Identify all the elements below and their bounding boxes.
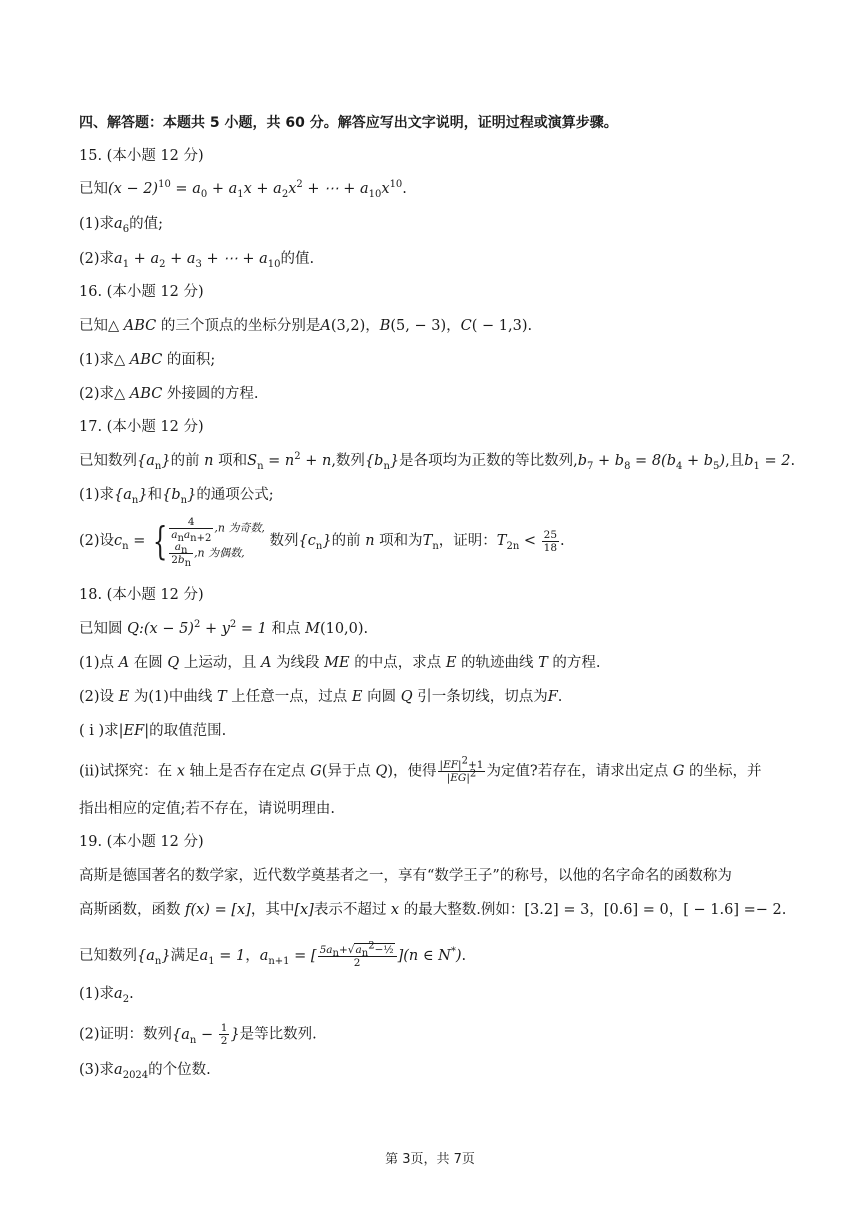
- problem-17-part-1: (1)求$\{a_n\}$和$\{b_n\}$的通项公式;: [79, 487, 274, 506]
- problem-16-part-2: (2)求△ ABC 外接圆的方程.: [79, 386, 259, 402]
- problem-15-part-2: (2)求$a_1 + a_2 + a_3$ + ⋯ + $a_{10}$的值.: [79, 251, 315, 270]
- problem-16-part-1: (1)求△ ABC 的面积;: [79, 352, 216, 368]
- problem-19-intro-1: 高斯是德国著名的数学家，近代数学奠基者之一，享有“数学王子”的称号，以他的名字命名的函数称为: [79, 868, 732, 884]
- problem-18-header: 18. (本小题 12 分): [79, 587, 204, 603]
- problem-19-part-2: (2)证明：数列{$a_n$ − $\frac{1}{2}$ }是等比数列.: [79, 1022, 317, 1047]
- problem-19-part-3: (3)求$a_{2024}$的个位数.: [79, 1062, 211, 1081]
- problem-19-intro-2: 高斯函数，函数 f(x) = [x]，其中[x]表示不超过 x 的最大整数.例如：[3.2] = 3，[0.6] = 0，[ − 1.6] =− 2.: [79, 902, 787, 918]
- problem-18-part-2: (2)设 E 为(1)中曲线 T 上任意一点，过点 E 向圆 Q 引一条切线，切点为F.: [79, 689, 563, 705]
- problem-18-stem: 已知圆 Q:(x − $5)^2 + y^2 = 1$ 和点 M(10,0).: [79, 619, 369, 637]
- problem-19-part-1: (1)求$a_2$.: [79, 986, 134, 1005]
- problem-18-sub-1: ( i )求|EF|的取值范围.: [79, 723, 227, 739]
- problem-15-header: 15. (本小题 12 分): [79, 148, 204, 164]
- problem-19-header: 19. (本小题 12 分): [79, 834, 204, 850]
- problem-18-sub-2-cont: 指出相应的定值;若不存在，请说明理由.: [79, 801, 335, 817]
- problem-15-stem: 已知$(x - 2)^{10} = a_0 + a_1x + a_2x^2$ + ⋯ + $a_{10}x^{10}$.: [79, 179, 407, 200]
- section-heading: 四、解答题：本题共 5 小题，共 60 分。解答应写出文字说明，证明过程或演算步骤。: [79, 115, 618, 131]
- problem-18-part-1: (1)点 A 在圆 Q 上运动，且 A 为线段 ME 的中点，求点 E 的轨迹曲线 T 的方程.: [79, 655, 601, 671]
- problem-16-header: 16. (本小题 12 分): [79, 284, 204, 300]
- page-footer: 第 3页，共 7页: [385, 1152, 475, 1167]
- problem-17-stem: 已知数列$\{a_n\}$的前 n 项和$S_n = n^2 + n$,数列$\{b_n\}$是各项均为正数的等比数列$,b_7 + b_8 = 8(b_4 + b_5)$,且$b_1 = 2$.: [79, 451, 796, 472]
- cases-brace: {: [152, 519, 168, 563]
- problem-17-header: 17. (本小题 12 分): [79, 419, 204, 435]
- problem-19-stem: 已知数列$\{a_n\}$满足$a_1 = 1$，$a_{n+1}$ = [ $\frac{5a_n+√a_n^2-\frac{1}{2}}{2}$ ](n ∈ N*).: [79, 940, 467, 969]
- problem-16-stem: 已知△ ABC 的三个顶点的坐标分别是A(3,2)，B(5, − 3)，C( − 1,3).: [79, 318, 533, 334]
- problem-17-part-2: (2)设$c_n$ = { $\frac{4}{a_na_{n+2}}$ ,n 为奇数, $\frac{a_n}{2b_n}$ ,n 为偶数, 数列$\{c_n\}$的前 n 项和为$T_n$，证明：$T_{2n}$ < $\frac{25}{18}$ .: [79, 516, 565, 570]
- problem-15-part-1: (1)求$a_6$的值;: [79, 216, 163, 235]
- problem-18-sub-2: (ii)试探究：在 x 轴上是否存在定点 G(异于点 Q)，使得 $\frac{|EF|^2+1}{|EG|^2}$ 为定值?若存在，请求出定点 G 的坐标，并: [79, 755, 762, 784]
- piecewise-cases: $\frac{4}{a_na_{n+2}}$ ,n 为奇数, $\frac{a_n}{2b_n}$ ,n 为偶数,: [171, 516, 265, 570]
